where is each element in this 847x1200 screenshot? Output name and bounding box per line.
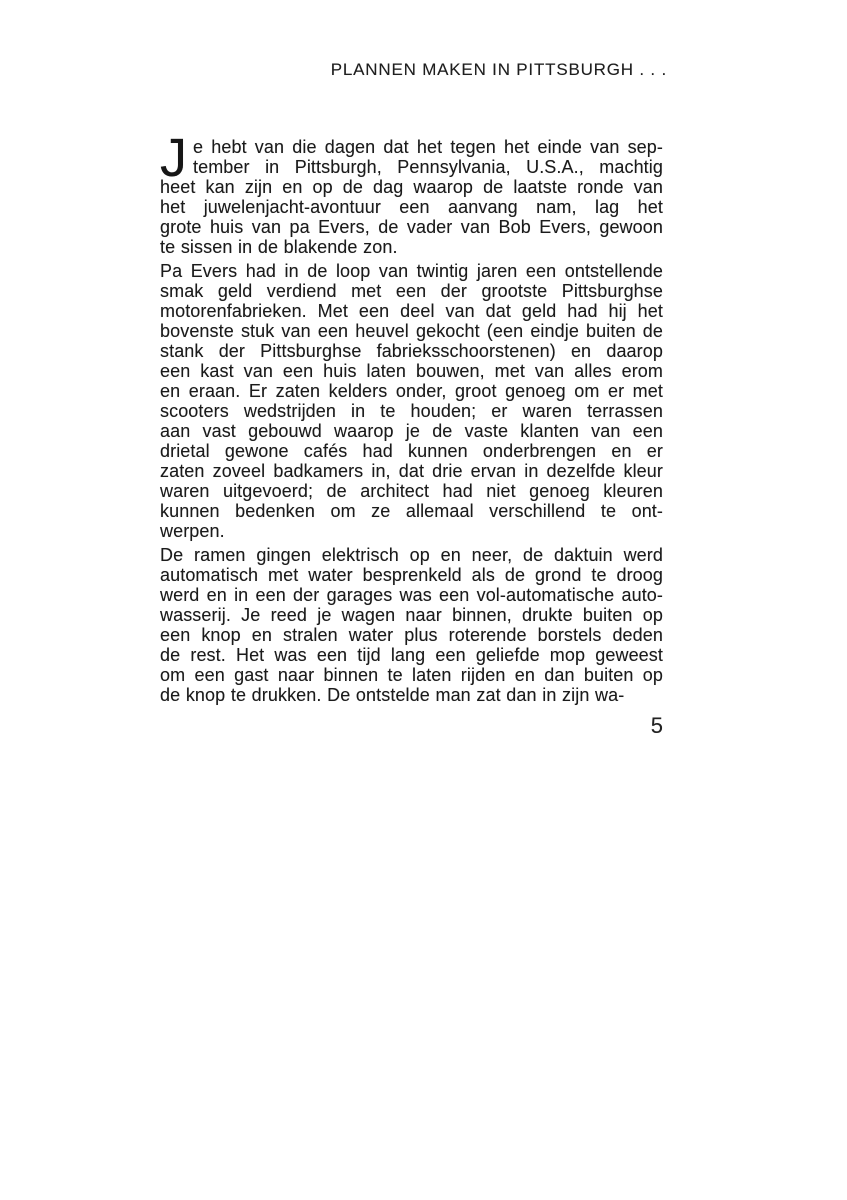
text-line: scooters wedstrijden in te houden; er waren terrassen: [160, 401, 663, 421]
text-line: een kast van een huis laten bouwen, met van alles erom: [160, 361, 663, 381]
text-line: kunnen bedenken om ze allemaal verschillend te ont-: [160, 501, 663, 521]
text-line: De ramen gingen elektrisch op en neer, de daktuin werd: [160, 545, 663, 565]
text-line: grote huis van pa Evers, de vader van Bob Evers, gewoon: [160, 217, 663, 237]
text-line: bovenste stuk van een heuvel gekocht (een eindje buiten de: [160, 321, 663, 341]
text-line: een knop en stralen water plus roterende borstels deden: [160, 625, 663, 645]
running-head: PLANNEN MAKEN IN PITTSBURGH . . .: [330, 60, 667, 79]
text-line: werpen.: [160, 521, 225, 541]
text-line: smak geld verdiend met een der grootste Pittsburghse: [160, 281, 663, 301]
paragraph: [160, 545, 663, 705]
text-line: automatisch met water besprenkeld als de grond te droog: [160, 565, 663, 585]
body-text: [160, 128, 663, 705]
text-line: het juwelenjacht-avontuur een aanvang nam, lag het: [160, 197, 663, 217]
paragraph: [160, 261, 663, 541]
text-line: wasserij. Je reed je wagen naar binnen, drukte buiten op: [160, 605, 663, 625]
text-line: motorenfabrieken. Met een deel van dat geld had hij het: [160, 301, 663, 321]
text-line: tember in Pittsburgh, Pennsylvania, U.S.A., machtig: [193, 157, 663, 177]
text-line: te sissen in de blakende zon.: [160, 237, 398, 257]
text-line: heet kan zijn en op de dag waarop de laatste ronde van: [160, 177, 663, 197]
text-line: de rest. Het was een tijd lang een geliefde mop geweest: [160, 645, 663, 665]
text-line: werd en in een der garages was een vol-automatische auto-: [160, 585, 663, 605]
text-line: e hebt van die dagen dat het tegen het einde van sep-: [193, 137, 663, 157]
text-line: drietal gewone cafés had kunnen onderbrengen en er: [160, 441, 663, 461]
text-line: om een gast naar binnen te laten rijden en dan buiten op: [160, 665, 663, 685]
text-line: en eraan. Er zaten kelders onder, groot genoeg om er met: [160, 381, 663, 401]
text-line: aan vast gebouwd waarop je de vaste klanten van een: [160, 421, 663, 441]
paragraph: [160, 137, 663, 257]
text-line: zaten zoveel badkamers in, dat drie ervan in dezelfde kleur: [160, 461, 663, 481]
page-number: 5: [650, 713, 663, 738]
text-line: waren uitgevoerd; de architect had niet genoeg kleuren: [160, 481, 663, 501]
text-line: stank der Pittsburghse fabrieksschoorstenen) en daarop: [160, 341, 663, 361]
text-line: de knop te drukken. De ontstelde man zat dan in zijn wa-: [160, 685, 625, 705]
drop-cap: J: [160, 128, 188, 188]
text-line: Pa Evers had in de loop van twintig jaren een ontstellende: [160, 261, 663, 281]
